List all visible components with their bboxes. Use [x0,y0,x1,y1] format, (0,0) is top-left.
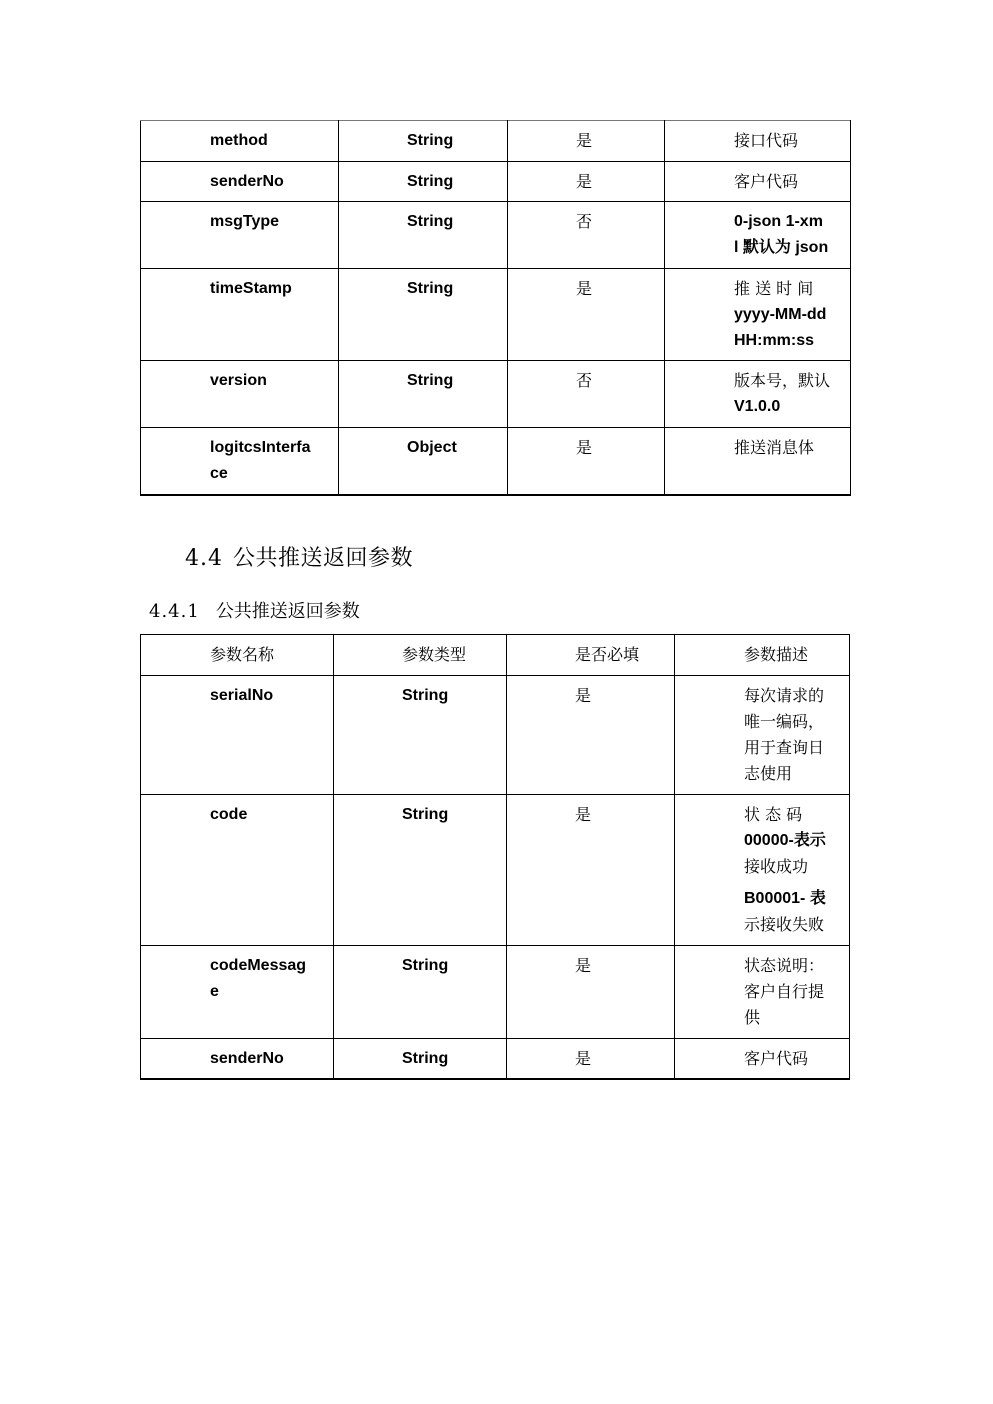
param-name [141,946,333,1011]
param-name: version [210,372,267,389]
param-name: serialNo [210,687,274,704]
param-desc [665,202,850,267]
table-row [141,946,850,1039]
param-required: 否 [576,371,593,390]
desc-line: 客户自行提 [744,982,825,1001]
desc-line: 供 [744,1008,761,1027]
request-params-table [140,120,851,496]
column-header: 参数描述 [744,645,809,664]
param-type: String [402,687,449,704]
desc-line: HH:mm:ss [734,332,815,349]
desc-line: 用于查询日 [744,738,825,757]
name-line: ce [210,465,228,482]
name-line: logitcsInterfa [210,439,311,456]
param-desc: 推送消息体 [734,438,815,457]
param-required: 是 [575,956,592,975]
desc-line: 唯一编码， [744,712,825,731]
param-name: msgType [210,213,280,230]
desc-line: 示接收失败 [744,915,825,934]
param-required: 是 [575,1049,592,1068]
column-header: 参数名称 [210,645,275,664]
table-row [141,162,851,202]
param-desc [675,946,849,1037]
column-header: 参数类型 [402,645,467,664]
table-row [141,1039,850,1080]
param-required: 是 [576,172,593,191]
desc-line: 志使用 [744,764,793,783]
table-row [141,121,851,162]
subsection-title: 公共推送返回参数 [215,601,360,622]
param-required: 是 [576,438,593,457]
section-number: 4.4 [185,546,223,571]
response-params-table [140,634,850,1080]
param-desc: 接口代码 [734,131,799,150]
param-name: method [210,132,268,149]
table-header-row [141,635,850,676]
desc-line: 每次请求的 [744,686,825,705]
section-heading [185,541,413,572]
desc-line: 接收成功 [744,857,809,876]
param-type: String [407,372,454,389]
desc-line: 版本号，默认 [734,371,831,390]
param-desc [665,269,850,360]
desc-line: 推 送 时 间 [734,279,814,298]
param-name: code [210,806,248,823]
name-line: codeMessag [210,957,307,974]
param-name: senderNo [210,1050,284,1067]
desc-line: yyyy-MM-dd [734,306,827,323]
param-required: 是 [576,279,593,298]
subsection-heading [149,597,360,623]
section-title: 公共推送返回参数 [233,546,414,571]
subsection-number: 4.4.1 [149,601,200,622]
param-type: String [407,213,454,230]
param-type: Object [407,439,457,456]
param-type: String [402,957,449,974]
desc-line: 状 态 码 [744,805,803,824]
desc-line: 0-json 1-xm [734,213,823,230]
param-required: 是 [575,805,592,824]
param-type: String [407,280,454,297]
param-type: String [407,132,454,149]
param-name [141,428,338,493]
desc-line: V1.0.0 [734,398,781,415]
param-required: 是 [575,686,592,705]
desc-line: l 默认为 json [734,239,829,256]
name-line: e [210,983,219,1000]
param-name: senderNo [210,173,284,190]
param-desc [665,361,850,426]
desc-line: 状态说明： [744,956,825,975]
param-name: timeStamp [210,280,292,297]
param-required: 是 [576,131,593,150]
param-required: 否 [576,212,593,231]
column-header: 是否必填 [575,645,640,664]
param-desc [675,676,849,793]
desc-line: 00000-表示 [744,832,826,849]
param-type: String [402,806,449,823]
table-row [141,676,850,795]
table-row [141,269,851,361]
param-type: String [407,173,454,190]
param-type: String [402,1050,449,1067]
param-desc: 客户代码 [734,172,799,191]
desc-line: B00001- 表 [744,890,826,907]
param-desc [675,795,849,944]
param-desc: 客户代码 [744,1049,809,1068]
table-row [141,428,851,495]
table-row [141,202,851,269]
table-row [141,361,851,428]
table-row [141,795,850,946]
